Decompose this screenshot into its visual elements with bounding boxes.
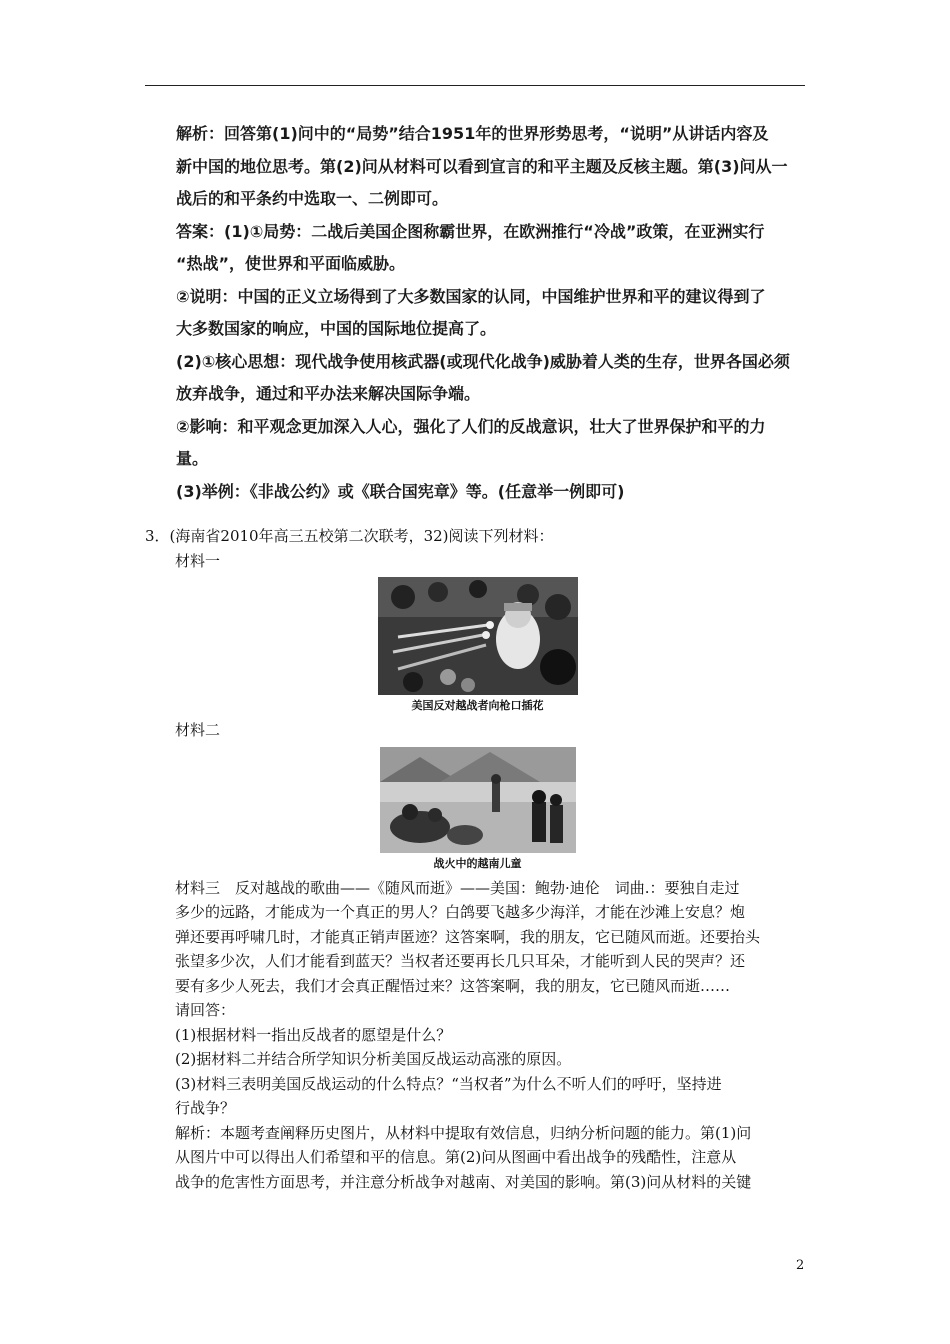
answer-line: (3)举例：《非战公约》或《联合国宪章》等。(任意举一例即可) xyxy=(176,481,625,501)
material2-figure xyxy=(145,747,810,872)
analysis-line: 解析：本题考查阐释历史图片，从材料中提取有效信息，归纳分析问题的能力。第(1)问 xyxy=(175,1123,752,1142)
anti-war-flower-photo xyxy=(378,577,578,695)
answer-line: 大多数国家的响应，中国的国际地位提高了。 xyxy=(176,319,497,338)
answer-line: ②说明：中国的正义立场得到了大多数国家的认同，中国维护世界和平的建议得到了 xyxy=(176,286,766,306)
material1-label: 材料一 xyxy=(175,551,221,570)
material2-caption: 战火中的越南儿童 xyxy=(433,856,522,870)
question-3 xyxy=(145,524,810,1194)
answer-line: “热战”，使世界和平面临威胁。 xyxy=(176,254,406,273)
sub-question: (3)材料三表明美国反战运动的什么特点？“当权者”为什么不听人们的呼吁，坚持进 xyxy=(175,1074,722,1093)
analysis-line: 战后的和平条约中选取一、二例即可。 xyxy=(176,189,449,208)
sub-question: 行战争？ xyxy=(175,1099,236,1117)
page-number: 2 xyxy=(796,1258,805,1273)
sub-question: (2)据材料二并结合所学知识分析美国反战运动高涨的原因。 xyxy=(175,1050,572,1068)
answer-line: 放弃战争，通过和平办法来解决国际争端。 xyxy=(176,384,481,403)
analysis-line: 新中国的地位思考。第(2)问从材料可以看到宣言的和平主题及反核主题。第(3)问从一 xyxy=(176,156,788,176)
analysis-line: 从图片中可以得出人们希望和平的信息。第(2)问从图画中看出战争的残酷性，注意从 xyxy=(175,1148,737,1166)
answer-line: (2)①核心思想：现代战争使用核武器(或现代化战争)威胁着人类的生存，世界各国必须 xyxy=(176,351,790,371)
analysis-line: 解析：回答第(1)问中的“局势”结合1951年的世界形势思考，“说明”从讲话内容及 xyxy=(176,124,769,143)
material3-line: 张望多少次，人们才能看到蓝天？当权者还要再长几只耳朵，才能听到人民的哭声？还 xyxy=(175,952,746,970)
material3-line: 材料三 反对越战的歌曲——《随风而逝》——美国：鲍勃·迪伦 词曲.：要独自走过 xyxy=(175,878,740,897)
scanned-answer-block xyxy=(176,118,816,508)
material1-caption: 美国反对越战者向枪口插花 xyxy=(411,699,544,712)
material3-line: 多少的远路，才能成为一个真正的男人？白鸽要飞越多少海洋，才能在沙滩上安息？炮 xyxy=(175,903,746,921)
vietnam-children-photo xyxy=(380,747,576,853)
answer-line: 答案：(1)①局势：二战后美国企图称霸世界，在欧洲推行“冷战”政策，在亚洲实行 xyxy=(176,221,765,241)
answer-prompt: 请回答： xyxy=(175,1001,236,1019)
answer-line: 量。 xyxy=(176,449,209,468)
answer-line: ②影响：和平观念更加深入人心，强化了人们的反战意识，壮大了世界保护和平的力 xyxy=(176,416,766,436)
material2-label: 材料二 xyxy=(175,721,221,739)
sub-question: (1)根据材料一指出反战者的愿望是什么？ xyxy=(175,1025,452,1044)
material3-line: 弹还要再呼啸几时，才能真正销声匿迹？这答案啊，我的朋友，它已随风而逝。还要抬头 xyxy=(175,927,761,946)
question-stem: 3．(海南省2010年高三五校第二次联考，32)阅读下列材料： xyxy=(145,527,554,545)
material1-figure xyxy=(145,577,810,714)
analysis-line: 战争的危害性方面思考，并注意分析战争对越南、对美国的影响。第(3)问从材料的关键 xyxy=(175,1172,752,1191)
header-rule xyxy=(145,85,805,86)
material3-line: 要有多少人死去，我们才会真正醒悟过来？这答案啊，我的朋友，它已随风而逝…… xyxy=(175,976,731,995)
